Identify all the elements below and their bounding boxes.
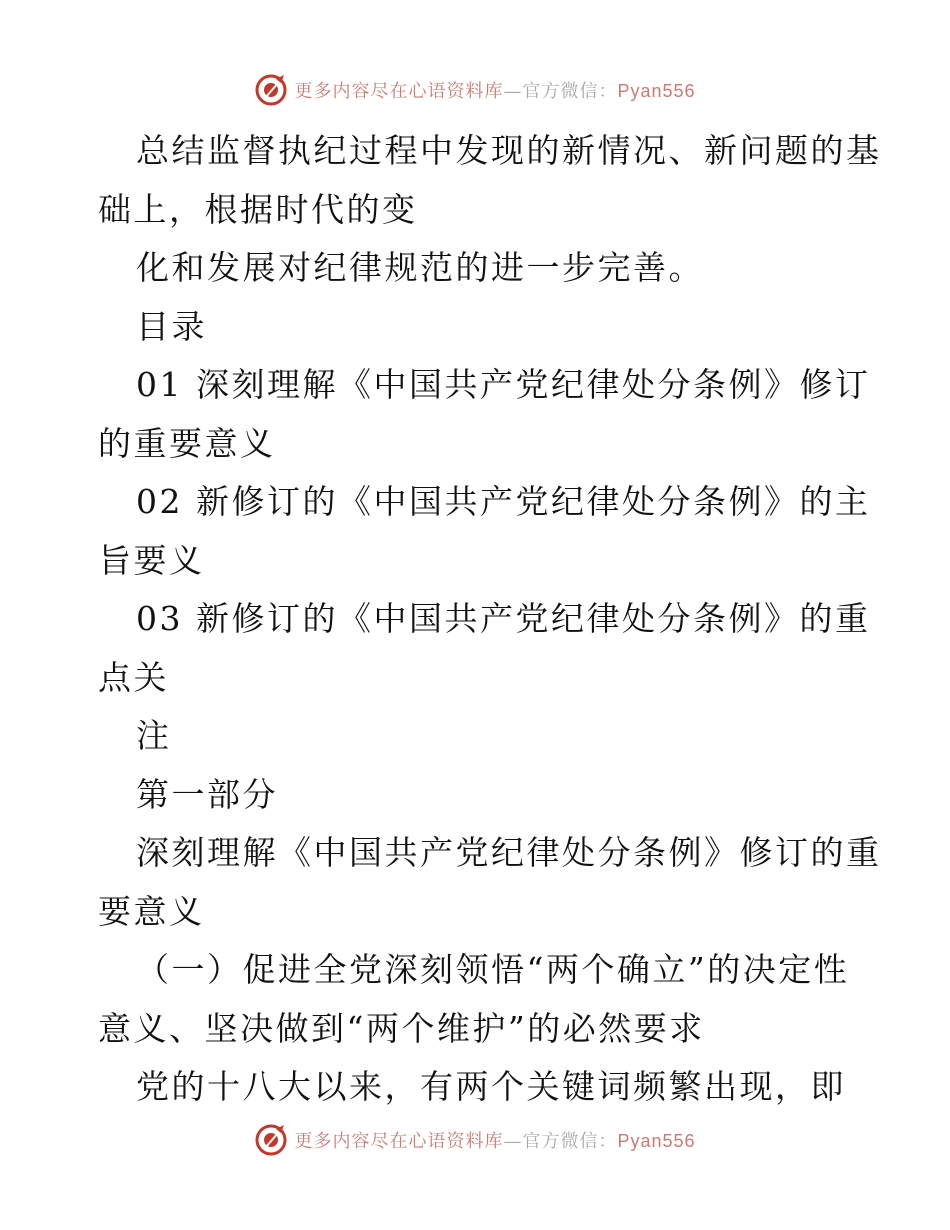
text-line: 党的十八大以来，有两个关键词频繁出现，即 [136, 1067, 846, 1106]
header-watermark [0, 70, 950, 110]
watermark-brand: 更多内容尽在心语资料库 [294, 81, 504, 102]
text-line: 的重要意义 [98, 423, 276, 463]
text-line: 础上，根据时代的变 [98, 189, 418, 229]
text-line: 意义、坚决做到“两个维护”的必然要求 [98, 1008, 705, 1048]
pen-seal-logo-icon [254, 73, 288, 107]
watermark-channel: 官方微信： [522, 1131, 618, 1152]
text-line: 注 [136, 716, 172, 755]
text-line: 目录 [136, 306, 207, 346]
watermark-id: Pyan556 [617, 81, 696, 101]
watermark-text [294, 1127, 695, 1153]
watermark-text [294, 77, 695, 103]
watermark-separator: — [503, 81, 523, 102]
watermark-brand: 更多内容尽在心语资料库 [294, 1131, 504, 1152]
toc-item-02: 02 新修订的《中国共产党纪律处分条例》的主 [136, 482, 871, 521]
text-line: 点关 [98, 657, 169, 697]
watermark-channel: 官方微信： [522, 81, 618, 102]
toc-item-01: 01 深刻理解《中国共产党纪律处分条例》修订 [136, 365, 871, 404]
text-line: 旨要义 [98, 540, 205, 580]
text-line: 总结监督执纪过程中发现的新情况、新问题的基 [136, 131, 882, 170]
section-title: 深刻理解《中国共产党纪律处分条例》修订的重 [136, 833, 882, 872]
watermark-id: Pyan556 [617, 1131, 696, 1151]
subsection-title: （一）促进全党深刻领悟“两个确立”的决定性 [136, 950, 850, 989]
watermark-separator: — [503, 1131, 523, 1152]
text-line: 要意义 [98, 891, 205, 931]
pen-seal-logo-icon [254, 1123, 288, 1157]
document-body [98, 122, 882, 1117]
text-line: 化和发展对纪律规范的进一步完善。 [136, 248, 704, 287]
footer-watermark [0, 1120, 950, 1160]
toc-item-03: 03 新修订的《中国共产党纪律处分条例》的重 [136, 599, 871, 638]
section-heading: 第一部分 [136, 774, 278, 814]
